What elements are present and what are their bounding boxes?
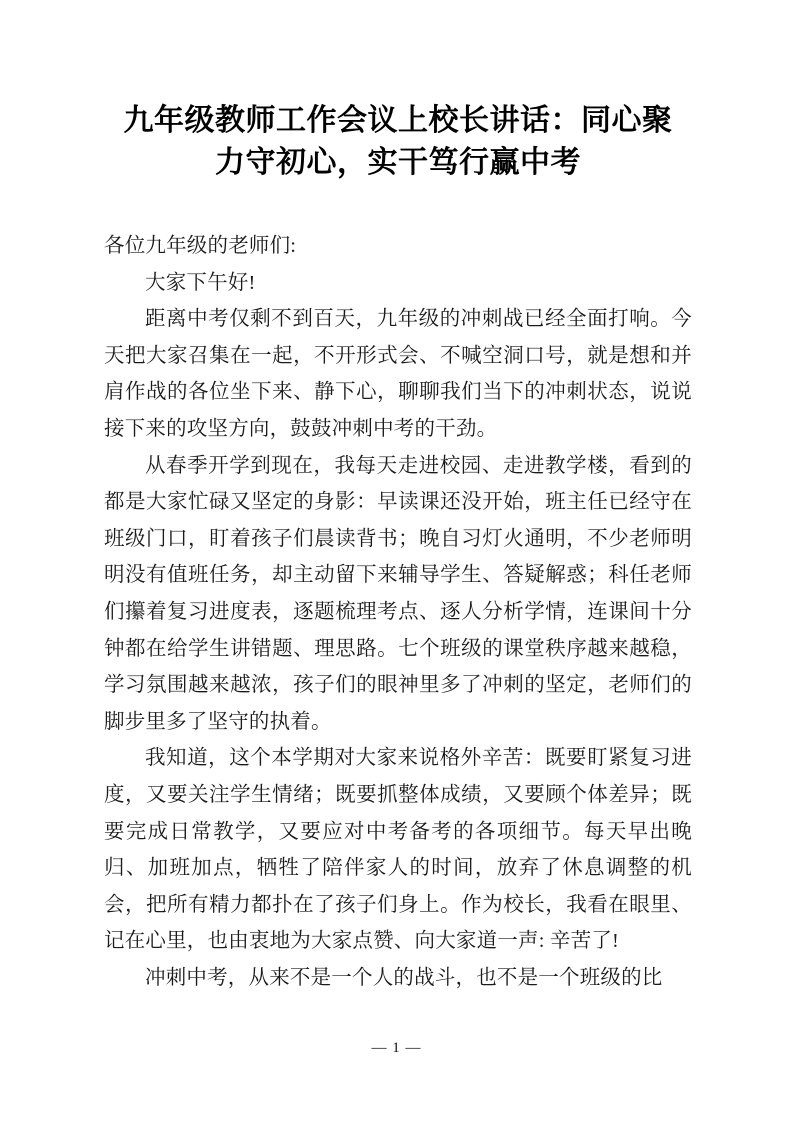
title-spacer bbox=[104, 184, 692, 228]
paragraph-greeting: 大家下午好! bbox=[145, 271, 256, 294]
page-title-line-2: 力守初心，实干笃行赢中考 bbox=[215, 146, 581, 179]
salutation: 各位九年级的老师们: bbox=[104, 235, 297, 257]
paragraph-teamwork: 冲刺中考，从来不是一个人的战斗，也不是一个班级的比 bbox=[145, 966, 663, 989]
page-title-line-1: 九年级教师工作会议上校长讲话：同心聚 bbox=[123, 104, 673, 137]
document-body bbox=[104, 100, 692, 996]
paragraph-observations: 从春季开学到现在，我每天走进校园、走进教学楼，看到的都是大家忙碌又坚定的身影：早读课还没开始，班主任已经守在班级门口，盯着孩子们晨读背书；晚自习灯火通明，不少老师明明没有值班任务，却主动留下来辅导学生、答疑解惑；科任老师们攥着复习进度表，逐题梳理考点、逐人分析学情，连课间十分钟都在给学生讲错题、理思路。七个班级的课堂秩序越来越稳，学习氛围越来越浓，孩子们的眼神里多了冲刺的坚定，老师们的脚步里多了坚守的执着。 bbox=[104, 454, 692, 733]
paragraph-hardship: 我知道，这个本学期对大家来说格外辛苦：既要盯紧复习进度，又要关注学生情绪；既要抓整体成绩，又要顾个体差异；既要完成日常教学，又要应对中考备考的各项细节。每天早出晚归、加班加点，牺牲了陪伴家人的时间，放弃了休息调整的机会，把所有精力都扑在了孩子们身上。作为校长，我看在眼里、记在心里，也由衷地为大家点赞、向大家道一声: 辛苦了! bbox=[104, 747, 692, 953]
page-number-footer: — 1 — bbox=[371, 1040, 422, 1056]
paragraph-countdown: 距离中考仅剩不到百天，九年级的冲刺战已经全面打响。今天把大家召集在一起，不开形式会、不喊空洞口号，就是想和并肩作战的各位坐下来、静下心，聊聊我们当下的冲刺状态，说说接下来的攻坚方向，鼓鼓冲刺中考的干劲。 bbox=[104, 308, 692, 440]
page-title bbox=[104, 100, 692, 184]
